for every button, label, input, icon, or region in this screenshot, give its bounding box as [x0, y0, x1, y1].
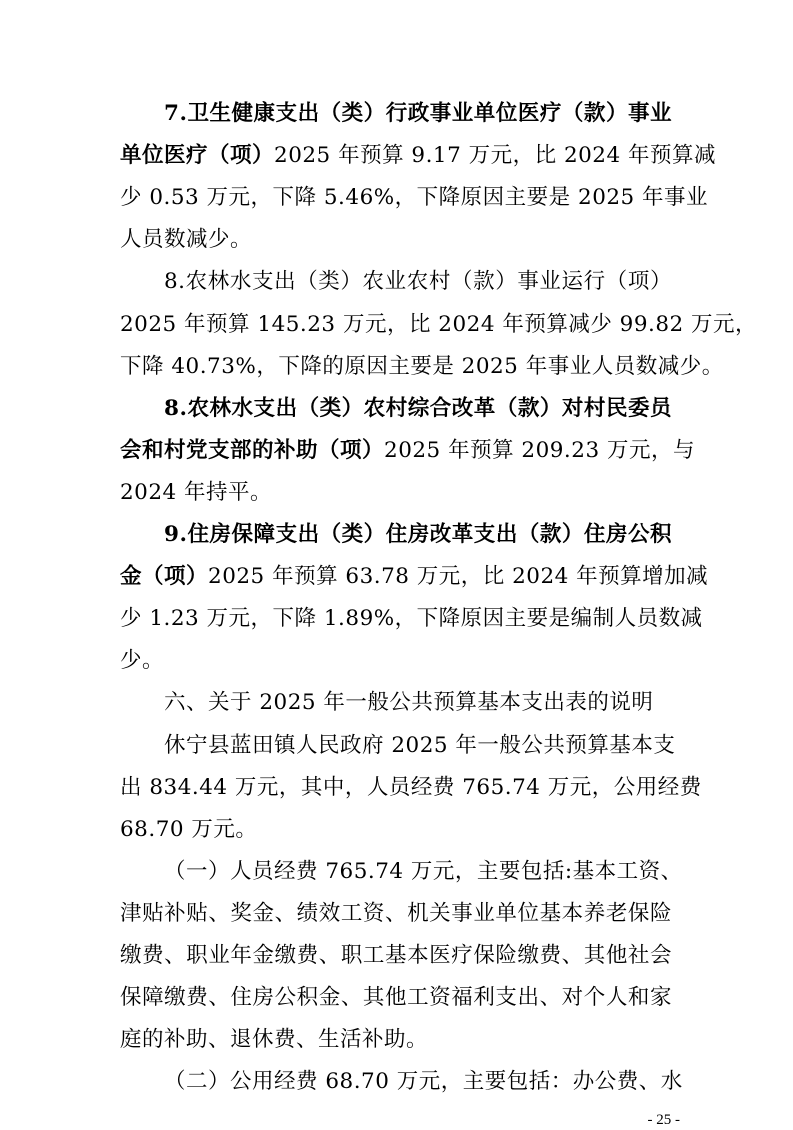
- text-segment: 2024 年持平。: [120, 480, 273, 505]
- p8a-line-3: [120, 351, 724, 383]
- section-6-heading: [164, 687, 672, 719]
- personnel-line-3: [120, 940, 672, 972]
- text-segment: 下降 40.73%，下降的原因主要是 2025 年事业人员数减少。: [120, 354, 724, 379]
- p7-line-1: [164, 98, 672, 130]
- text-segment: 金（项）: [120, 564, 209, 589]
- text-segment: 2025 年预算 145.23 万元，比 2024 年预算减少 99.82 万元，: [120, 312, 758, 337]
- text-segment: 单位医疗（项）: [120, 143, 275, 168]
- p8b-line-2: [120, 435, 695, 467]
- text-segment: 人员数减少。: [120, 227, 253, 252]
- p9-line-1: [164, 519, 672, 551]
- p7-line-3: [120, 182, 709, 214]
- text-segment: 2025 年预算 9.17 万元，比 2024 年预算减: [274, 143, 716, 168]
- p9-line-3: [120, 603, 703, 635]
- text-segment: 7.卫生健康支出（类）行政事业单位医疗（款）事业: [164, 101, 672, 126]
- text-segment: 庭的补助、退休费、生活补助。: [120, 1027, 429, 1052]
- p8a-line-1: [164, 266, 672, 298]
- text-segment: 8.农林水支出（类）农村综合改革（款）对村民委员: [164, 396, 672, 421]
- text-segment: 缴费、职业年金缴费、职工基本医疗保险缴费、其他社会: [120, 943, 672, 968]
- public-expense-line-1: [164, 1066, 683, 1098]
- text-segment: 津贴补贴、奖金、绩效工资、机关事业单位基本养老保险: [120, 901, 672, 926]
- p9-line-2: [120, 561, 709, 593]
- summary-line-2: [120, 772, 702, 804]
- p8b-line-1: [164, 393, 672, 425]
- text-segment: 少。: [120, 648, 165, 673]
- text-segment: 保障缴费、住房公积金、其他工资福利支出、对个人和家: [120, 985, 672, 1010]
- text-segment: 9.住房保障支出（类）住房改革支出（款）住房公积: [164, 522, 672, 547]
- personnel-line-2: [120, 898, 672, 930]
- personnel-line-5: [120, 1024, 672, 1056]
- text-segment: 8.农林水支出（类）农业农村（款）事业运行（项）: [164, 269, 672, 294]
- text-segment: 休宁县蓝田镇人民政府 2025 年一般公共预算基本支: [164, 733, 676, 758]
- text-segment: （二）公用经费 68.70 万元，主要包括：办公费、水: [164, 1069, 683, 1094]
- personnel-line-4: [120, 982, 672, 1014]
- summary-line-3: [120, 814, 672, 846]
- text-segment: 2025 年预算 209.23 万元，与: [384, 438, 695, 463]
- text-segment: 出 834.44 万元，其中，人员经费 765.74 万元，公用经费: [120, 775, 702, 800]
- text-segment: 68.70 万元。: [120, 817, 258, 842]
- text-segment: 会和村党支部的补助（项）: [120, 438, 385, 463]
- text-segment: 少 1.23 万元，下降 1.89%，下降原因主要是编制人员数减: [120, 606, 703, 631]
- text-segment: 六、关于 2025 年一般公共预算基本支出表的说明: [164, 690, 654, 715]
- p8a-line-2: [120, 309, 758, 341]
- p7-line-4: [120, 224, 672, 256]
- text-segment: 少 0.53 万元，下降 5.46%，下降原因主要是 2025 年事业: [120, 185, 709, 210]
- personnel-line-1: [164, 856, 683, 888]
- text-segment: 2025 年预算 63.78 万元，比 2024 年预算增加减: [208, 564, 709, 589]
- summary-line-1: [164, 730, 676, 762]
- p9-line-4: [120, 645, 672, 677]
- p7-line-2: [120, 140, 716, 172]
- page-number: - 25 -: [647, 1112, 680, 1128]
- text-segment: （一）人员经费 765.74 万元，主要包括:基本工资、: [164, 859, 683, 884]
- p8b-line-3: [120, 477, 672, 509]
